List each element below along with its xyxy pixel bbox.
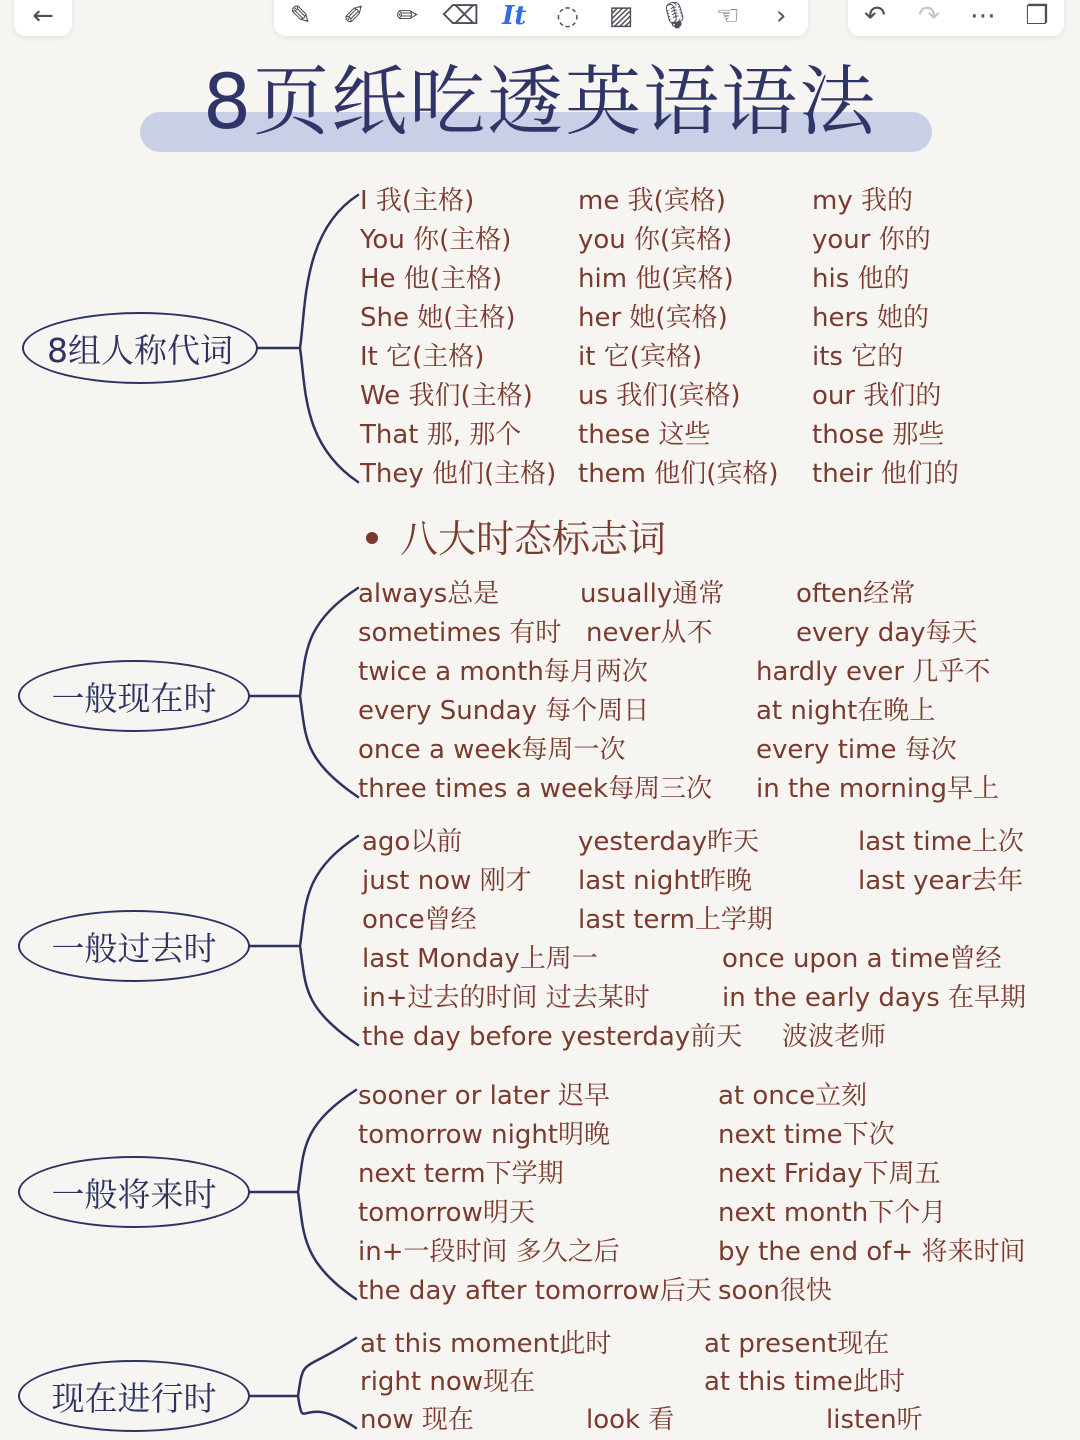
highlighter-icon[interactable]: ✏ [396, 1, 419, 31]
section-label: 一般过去时 [18, 910, 250, 982]
vocab-entry: him 他(宾格) [578, 264, 734, 294]
vocab-entry: me 我(宾格) [578, 186, 726, 216]
vocab-entry: every Sunday 每个周日 [358, 696, 650, 726]
pages-icon[interactable]: ❐ [1025, 1, 1049, 31]
vocab-entry: sooner or later 迟早 [358, 1081, 610, 1111]
vocab-entry: just now 刚才 [362, 866, 532, 896]
vocab-entry: at this time此时 [704, 1367, 905, 1397]
vocab-entry: sometimes 有时 [358, 618, 562, 648]
vocab-entry: next term下学期 [358, 1159, 564, 1189]
vocab-entry: once曾经 [362, 905, 477, 935]
vocab-entry: 波波老师 [782, 1022, 887, 1052]
microphone-icon[interactable]: 🎙 [657, 1, 691, 31]
vocab-entry: last Monday上周一 [362, 944, 598, 974]
vocab-entry: soon很快 [718, 1276, 832, 1306]
vocab-entry: now 现在 [360, 1405, 474, 1435]
vocab-entry: That 那, 那个 [360, 420, 522, 450]
vocab-entry: at this moment此时 [360, 1329, 612, 1359]
hand-icon[interactable]: ☜ [716, 1, 740, 31]
pen-icon[interactable]: ✎ [289, 1, 312, 31]
vocab-entry: by the end of+ 将来时间 [718, 1237, 1026, 1267]
section-label: 现在进行时 [18, 1360, 250, 1432]
vocab-entry: our 我们的 [812, 381, 942, 411]
chevron-right-icon[interactable]: › [776, 1, 787, 31]
vocab-entry: its 它的 [812, 342, 904, 372]
vocab-entry: at present现在 [704, 1329, 890, 1359]
vocab-entry: my 我的 [812, 186, 913, 216]
vocab-entry: three times a week每周三次 [358, 774, 713, 804]
redo-icon[interactable]: ↷ [918, 1, 940, 31]
eraser-icon[interactable]: ⌫ [442, 1, 480, 31]
vocab-entry: us 我们(宾格) [578, 381, 741, 411]
page-title: 8页纸吃透英语语法 [202, 57, 878, 146]
vocab-entry: always总是 [358, 579, 500, 609]
vocab-entry: twice a month每月两次 [358, 657, 648, 687]
vocab-entry: the day before yesterday前天 [362, 1022, 743, 1052]
vocab-entry: tomorrow night明晚 [358, 1120, 611, 1150]
vocab-entry: next time下次 [718, 1120, 895, 1150]
vocab-entry: in+过去的时间 过去某时 [362, 983, 650, 1013]
vocab-entry: look 看 [586, 1405, 675, 1435]
vocab-entry: hardly ever 几乎不 [756, 657, 991, 687]
vocab-entry: at night在晚上 [756, 696, 936, 726]
vocab-entry: right now现在 [360, 1367, 536, 1397]
vocab-entry: them 他们(宾格) [578, 459, 779, 489]
vocab-entry: her 她(宾格) [578, 303, 728, 333]
vocab-entry: once a week每周一次 [358, 735, 626, 765]
vocab-entry: They 他们(主格) [360, 459, 557, 489]
section-label: 一般现在时 [18, 660, 250, 732]
vocab-entry: last time上次 [858, 827, 1024, 857]
vocab-entry: hers 她的 [812, 303, 929, 333]
vocab-entry: tomorrow明天 [358, 1198, 535, 1228]
vocab-entry: I 我(主格) [360, 186, 475, 216]
vocab-entry: next month下个月 [718, 1198, 947, 1228]
vocab-entry: every time 每次 [756, 735, 957, 765]
vocab-entry: We 我们(主格) [360, 381, 533, 411]
undo-icon[interactable]: ↶ [864, 1, 886, 31]
vocab-entry: ago以前 [362, 827, 463, 857]
vocab-entry: next Friday下周五 [718, 1159, 941, 1189]
vocab-entry: it 它(宾格) [578, 342, 702, 372]
vocab-entry: last year去年 [858, 866, 1024, 896]
vocab-entry: listen听 [826, 1405, 923, 1435]
section-label: 8组人称代词 [22, 312, 258, 384]
vocab-entry: at once立刻 [718, 1081, 868, 1111]
back-arrow-icon[interactable]: ← [32, 1, 54, 31]
vocab-entry: these 这些 [578, 420, 711, 450]
vocab-entry: never从不 [586, 618, 713, 648]
vocab-entry: yesterday昨天 [578, 827, 760, 857]
image-icon[interactable]: ▨ [608, 1, 634, 31]
vocab-entry: often经常 [796, 579, 916, 609]
lasso-icon[interactable]: ◌ [556, 1, 579, 31]
more-icon[interactable]: ⋯ [970, 1, 996, 31]
tense-heading-text: 八大时态标志词 [400, 517, 667, 561]
vocab-entry: He 他(主格) [360, 264, 503, 294]
vocab-entry: you 你(宾格) [578, 225, 733, 255]
vocab-entry: the day after tomorrow后天 [358, 1276, 712, 1306]
vocab-entry: last night昨晚 [578, 866, 753, 896]
vocab-entry: usually通常 [580, 579, 725, 609]
text-tool-icon[interactable]: It [502, 1, 527, 31]
vocab-entry: every day每天 [796, 618, 978, 648]
vocab-entry: their 他们的 [812, 459, 959, 489]
vocab-entry: his 他的 [812, 264, 910, 294]
vocab-entry: She 她(主格) [360, 303, 516, 333]
vocab-entry: in the early days 在早期 [722, 983, 1027, 1013]
vocab-entry: in+一段时间 多久之后 [358, 1237, 620, 1267]
fountain-pen-icon[interactable]: ✐ [343, 1, 365, 31]
vocab-entry: your 你的 [812, 225, 931, 255]
vocab-entry: You 你(主格) [360, 225, 512, 255]
vocab-entry: last term上学期 [578, 905, 773, 935]
vocab-entry: once upon a time曾经 [722, 944, 1002, 974]
vocab-entry: those 那些 [812, 420, 945, 450]
vocab-entry: in the morning早上 [756, 774, 1000, 804]
vocab-entry: It 它(主格) [360, 342, 485, 372]
section-label: 一般将来时 [18, 1156, 250, 1228]
